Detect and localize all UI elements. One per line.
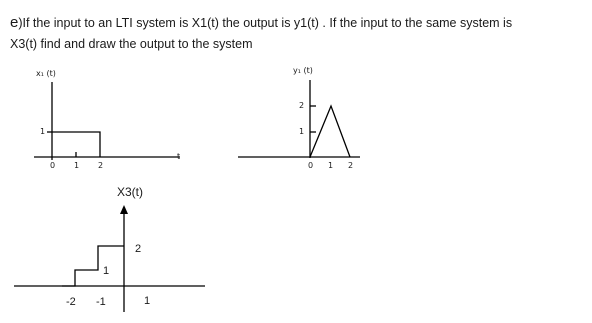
x3-step-label-2: 2 <box>135 243 142 255</box>
y1-plot <box>238 80 360 158</box>
x3-xtick-minus-2: -2 <box>66 296 76 308</box>
y1-xtick-1: 1 <box>328 161 334 170</box>
y1-ylabel: y₁ (t) <box>293 66 313 75</box>
x3-step-label-1: 1 <box>103 265 110 277</box>
x3-staircase <box>62 246 124 286</box>
x3-y-arrow-icon <box>120 205 128 214</box>
x1-xtick-1: 1 <box>74 161 80 170</box>
x3-xtick-1: 1 <box>144 295 151 307</box>
x1-xlabel: t <box>177 152 181 161</box>
x3-plot <box>14 205 205 312</box>
y1-xtick-2: 2 <box>348 161 354 170</box>
x3-xtick-minus-1: -1 <box>96 296 106 308</box>
x1-ylabel: x₁ (t) <box>36 69 56 78</box>
question-line-2: X3(t) find and draw the output to the system <box>10 37 253 51</box>
question-letter: e <box>10 14 19 31</box>
y1-ytick-2-label: 2 <box>299 101 305 110</box>
y1-ytick-1-label: 1 <box>299 127 305 136</box>
question-line-1-text: )If the input to an LTI system is X1(t) the output is y1(t) . If the input to the same system is <box>18 16 513 30</box>
x1-ytick-label: 1 <box>40 127 46 136</box>
x1-plot <box>34 82 180 160</box>
y1-xtick-0: 0 <box>308 161 314 170</box>
x1-xtick-0: 0 <box>50 161 56 170</box>
x3-title: X3(t) <box>117 185 144 199</box>
x1-xtick-2: 2 <box>98 161 104 170</box>
